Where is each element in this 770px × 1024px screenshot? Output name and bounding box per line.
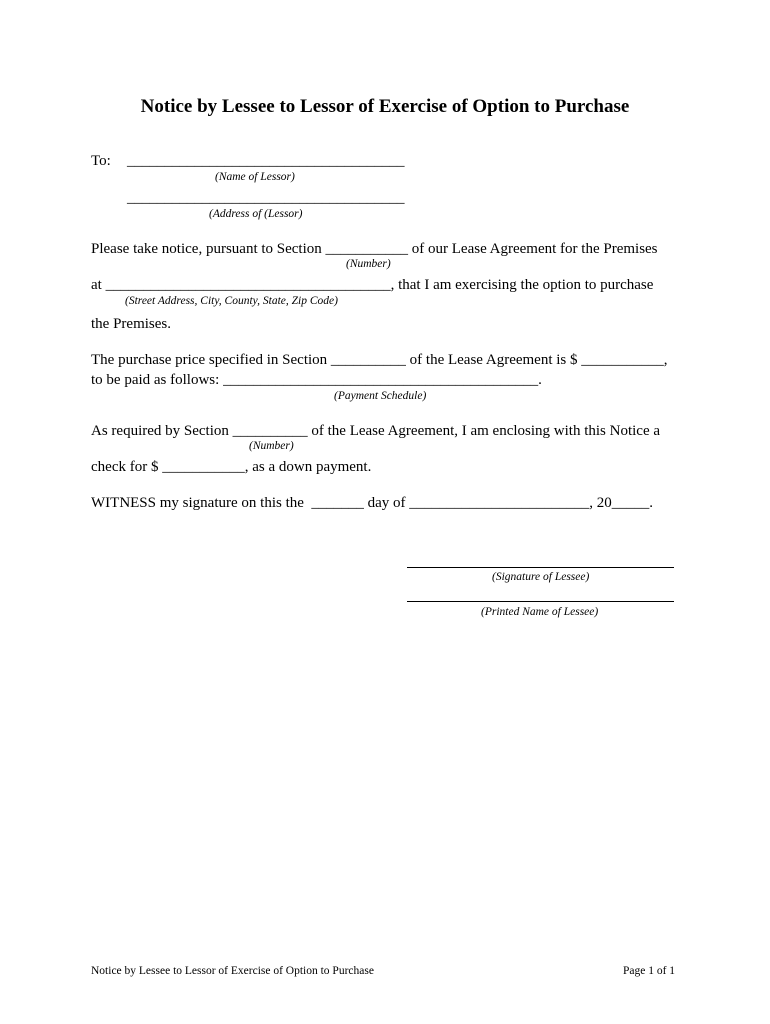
payment-schedule-caption: (Payment Schedule) xyxy=(334,390,427,402)
notice-paragraph-line-1: Please take notice, pursuant to Section ___________ of our Lease Agreement for the Premises xyxy=(91,241,658,257)
signature-caption: (Signature of Lessee) xyxy=(492,571,590,583)
purchase-price-line-2: to be paid as follows: __________________________________________. xyxy=(91,372,542,388)
down-payment-line-1: As required by Section __________ of the Lease Agreement, I am enclosing with this Notice a xyxy=(91,423,661,439)
witness-line: WITNESS my signature on this the _______ day of ________________________, 20_____. xyxy=(91,495,654,511)
printed-name-caption: (Printed Name of Lessee) xyxy=(481,606,599,618)
down-payment-line-2: check for $ ___________, as a down payment. xyxy=(91,459,372,475)
footer-page-number: Page 1 of 1 xyxy=(623,965,676,977)
to-label: To: xyxy=(91,153,111,169)
notice-paragraph-line-2: at ______________________________________, that I am exercising the option to purchase xyxy=(91,277,654,293)
printed-name-line[interactable] xyxy=(407,601,674,602)
section-number-caption-2: (Number) xyxy=(249,440,294,452)
purchase-price-line-1: The purchase price specified in Section __________ of the Lease Agreement is $ ___________, xyxy=(91,352,668,368)
signature-line[interactable] xyxy=(407,567,674,568)
footer-document-title: Notice by Lessee to Lessor of Exercise of Option to Purchase xyxy=(91,965,374,977)
lessor-address-blank[interactable]: _____________________________________ xyxy=(127,190,405,206)
document-title: Notice by Lessee to Lessor of Exercise of Option to Purchase xyxy=(140,96,630,117)
lessor-name-caption: (Name of Lessor) xyxy=(215,171,295,183)
section-number-caption: (Number) xyxy=(346,258,391,270)
lessor-name-blank[interactable]: _____________________________________ xyxy=(127,153,405,169)
lessor-address-caption: (Address of (Lessor) xyxy=(209,208,303,220)
street-address-caption: (Street Address, City, County, State, Zip Code) xyxy=(125,295,338,307)
notice-paragraph-line-3: the Premises. xyxy=(91,316,171,332)
